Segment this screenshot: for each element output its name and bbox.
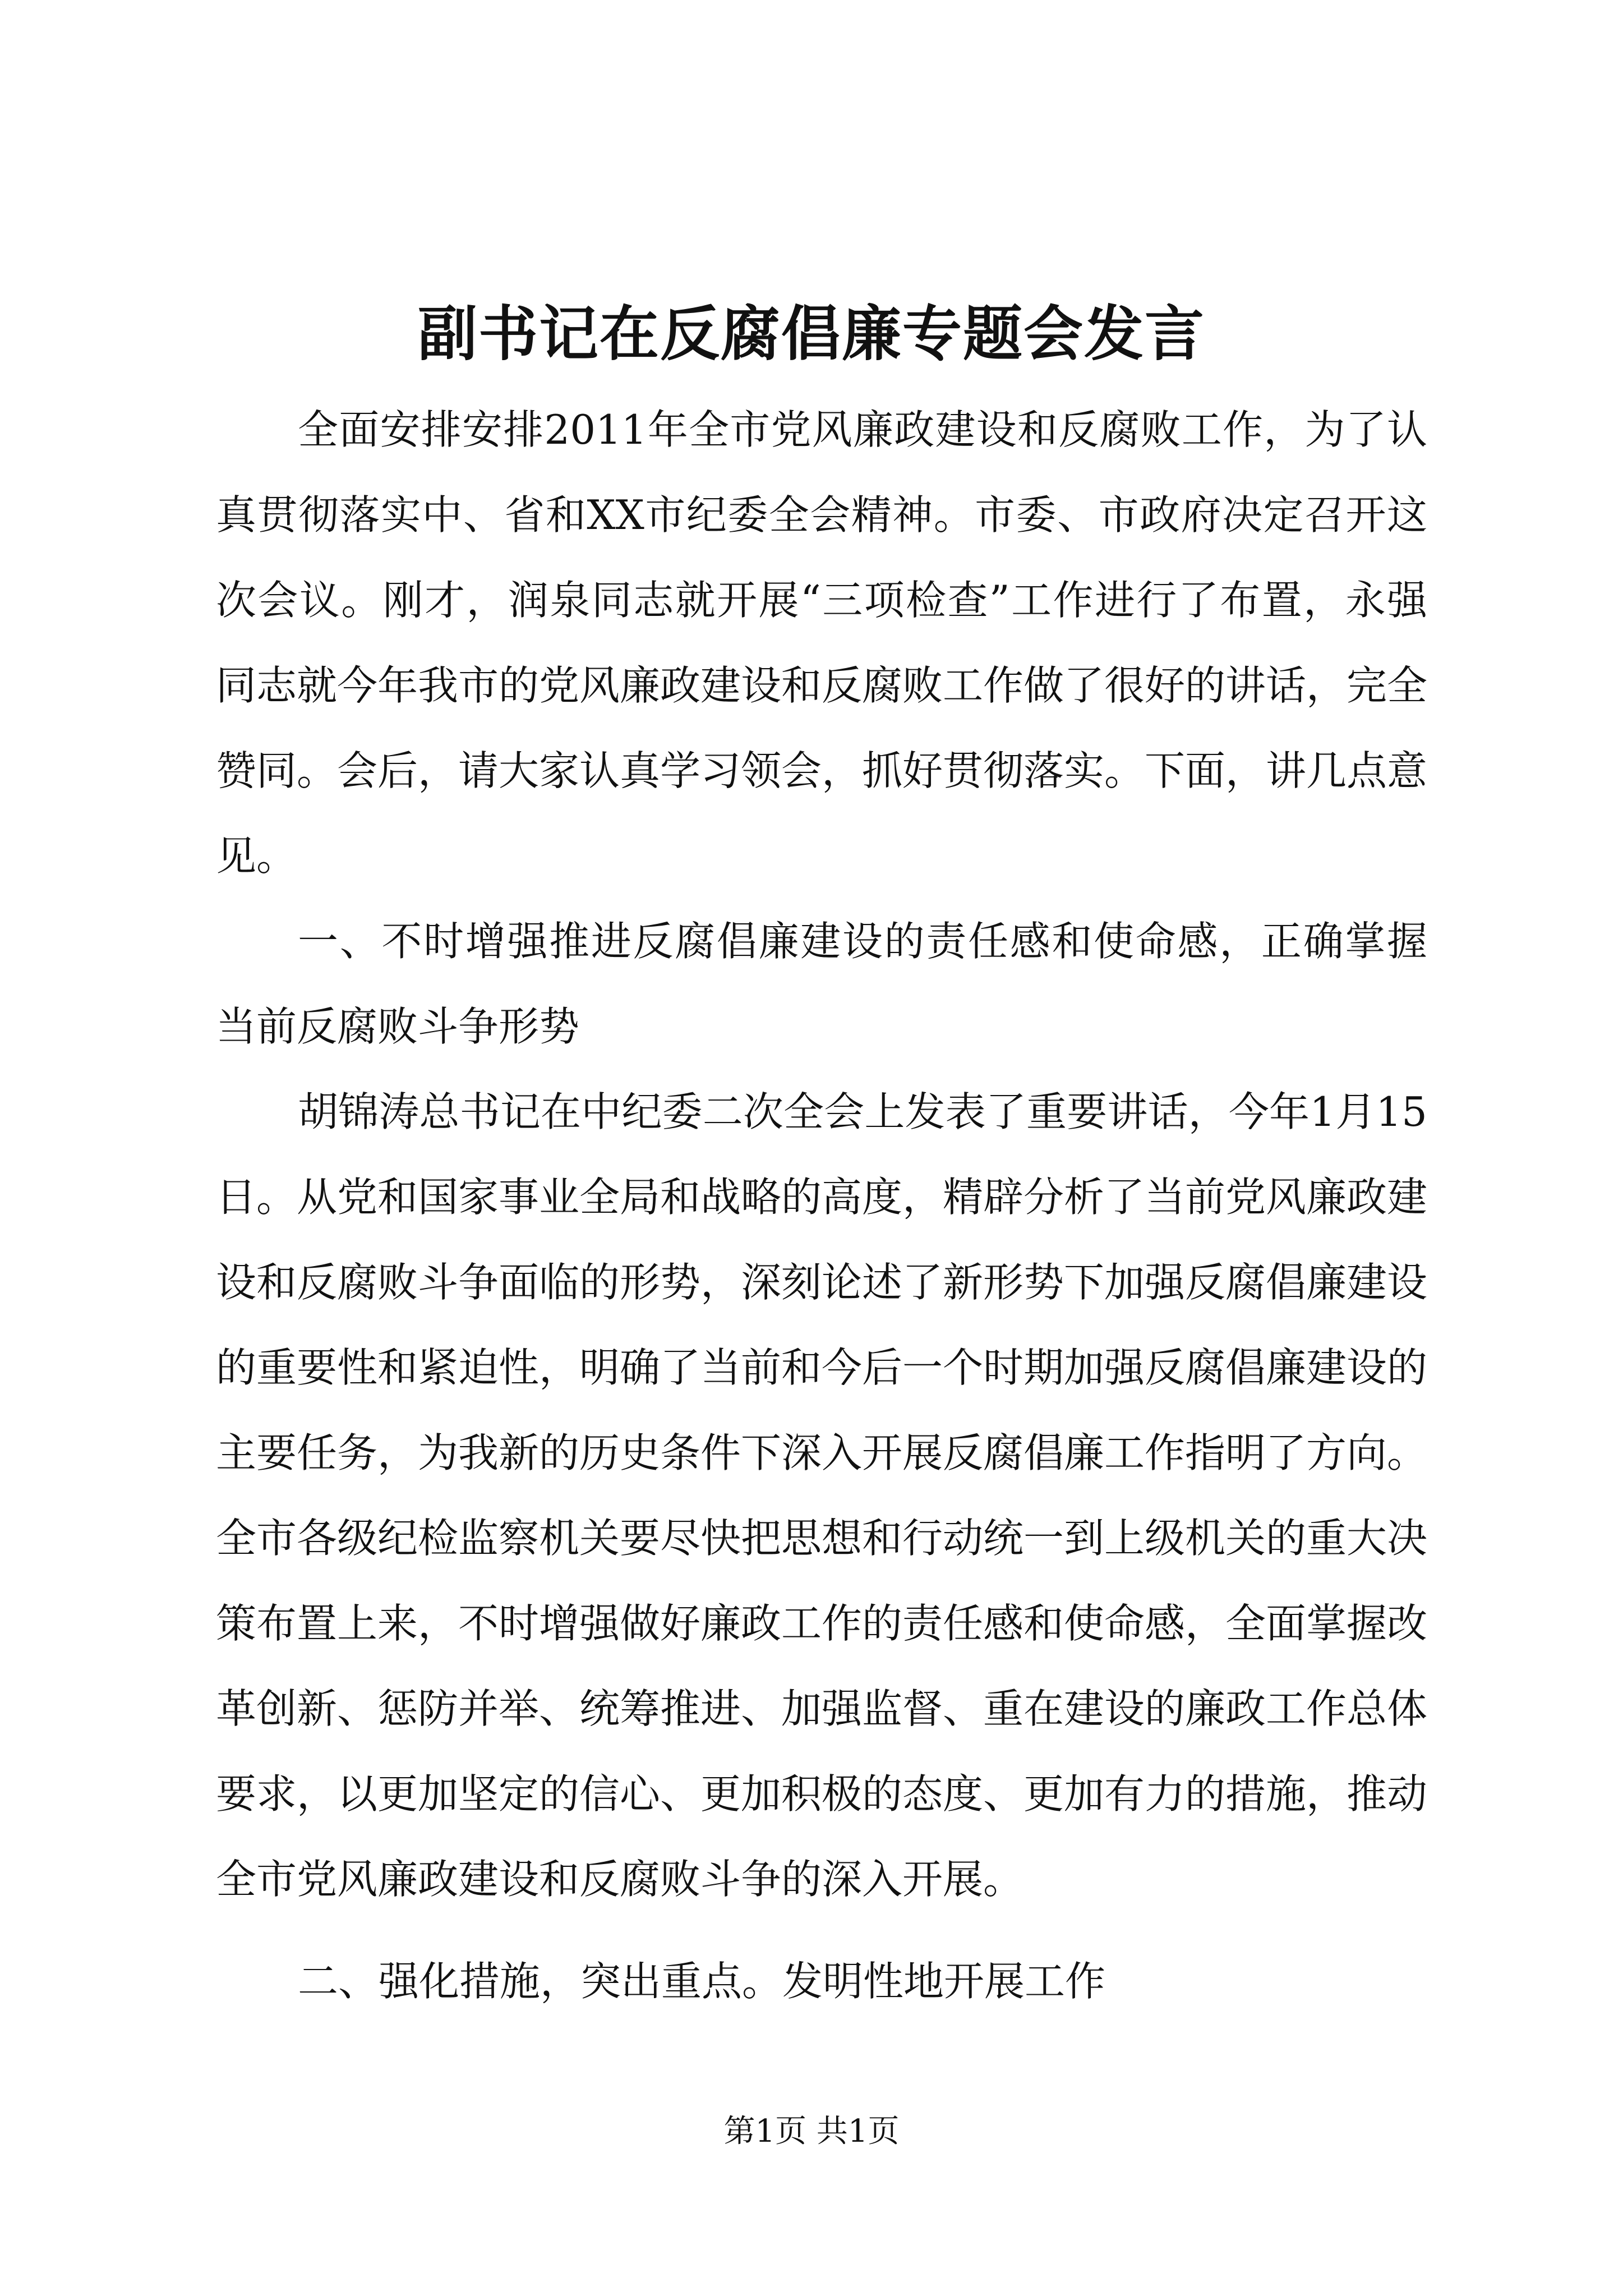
document-title: 副书记在反腐倡廉专题会发言 [418, 298, 1205, 369]
paragraph-intro: 全面安排安排2011年全市党风廉政建设和反腐败工作，为了认真贯彻落实中、省和XX市纪委全会精神。市委、市政府决定召开这次会议。刚才，润泉同志就开展“三项检查”工作进行了布置，永强同志就今年我市的党风廉政建设和反腐败工作做了很好的讲话，完全赞同。会后，请大家认真学习领会，抓好贯彻落实。下面，讲几点意见。 [216, 406, 1428, 880]
paragraph-section-1: 胡锦涛总书记在中纪委二次全会上发表了重要讲话，今年1月15日。从党和国家事业全局和战略的高度，精辟分析了当前党风廉政建设和反腐败斗争面临的形势，深刻论述了新形势下加强反腐倡廉建设的重要性和紧迫性，明确了当前和今后一个时期加强反腐倡廉建设的主要任务，为我新的历史条件下深入开展反腐倡廉工作指明了方向。全市各级纪检监察机关要尽快把思想和行动统一到上级机关的重大决策布置上来，不时增强做好廉政工作的责任感和使命感，全面掌握改革创新、惩防并举、统筹推进、加强监督、重在建设的廉政工作总体要求，以更加坚定的信心、更加积极的态度、更加有力的措施，推动全市党风廉政建设和反腐败斗争的深入开展。 [216, 1088, 1428, 1903]
page-footer: 第1页 共1页 [723, 2113, 900, 2150]
section-heading-2: 二、强化措施，突出重点。发明性地开展工作 [298, 1958, 1106, 2005]
document-body [216, 387, 1427, 2024]
section-heading-1: 一、不时增强推进反腐倡廉建设的责任感和使命感，正确掌握当前反腐败斗争形势 [216, 918, 1427, 1050]
